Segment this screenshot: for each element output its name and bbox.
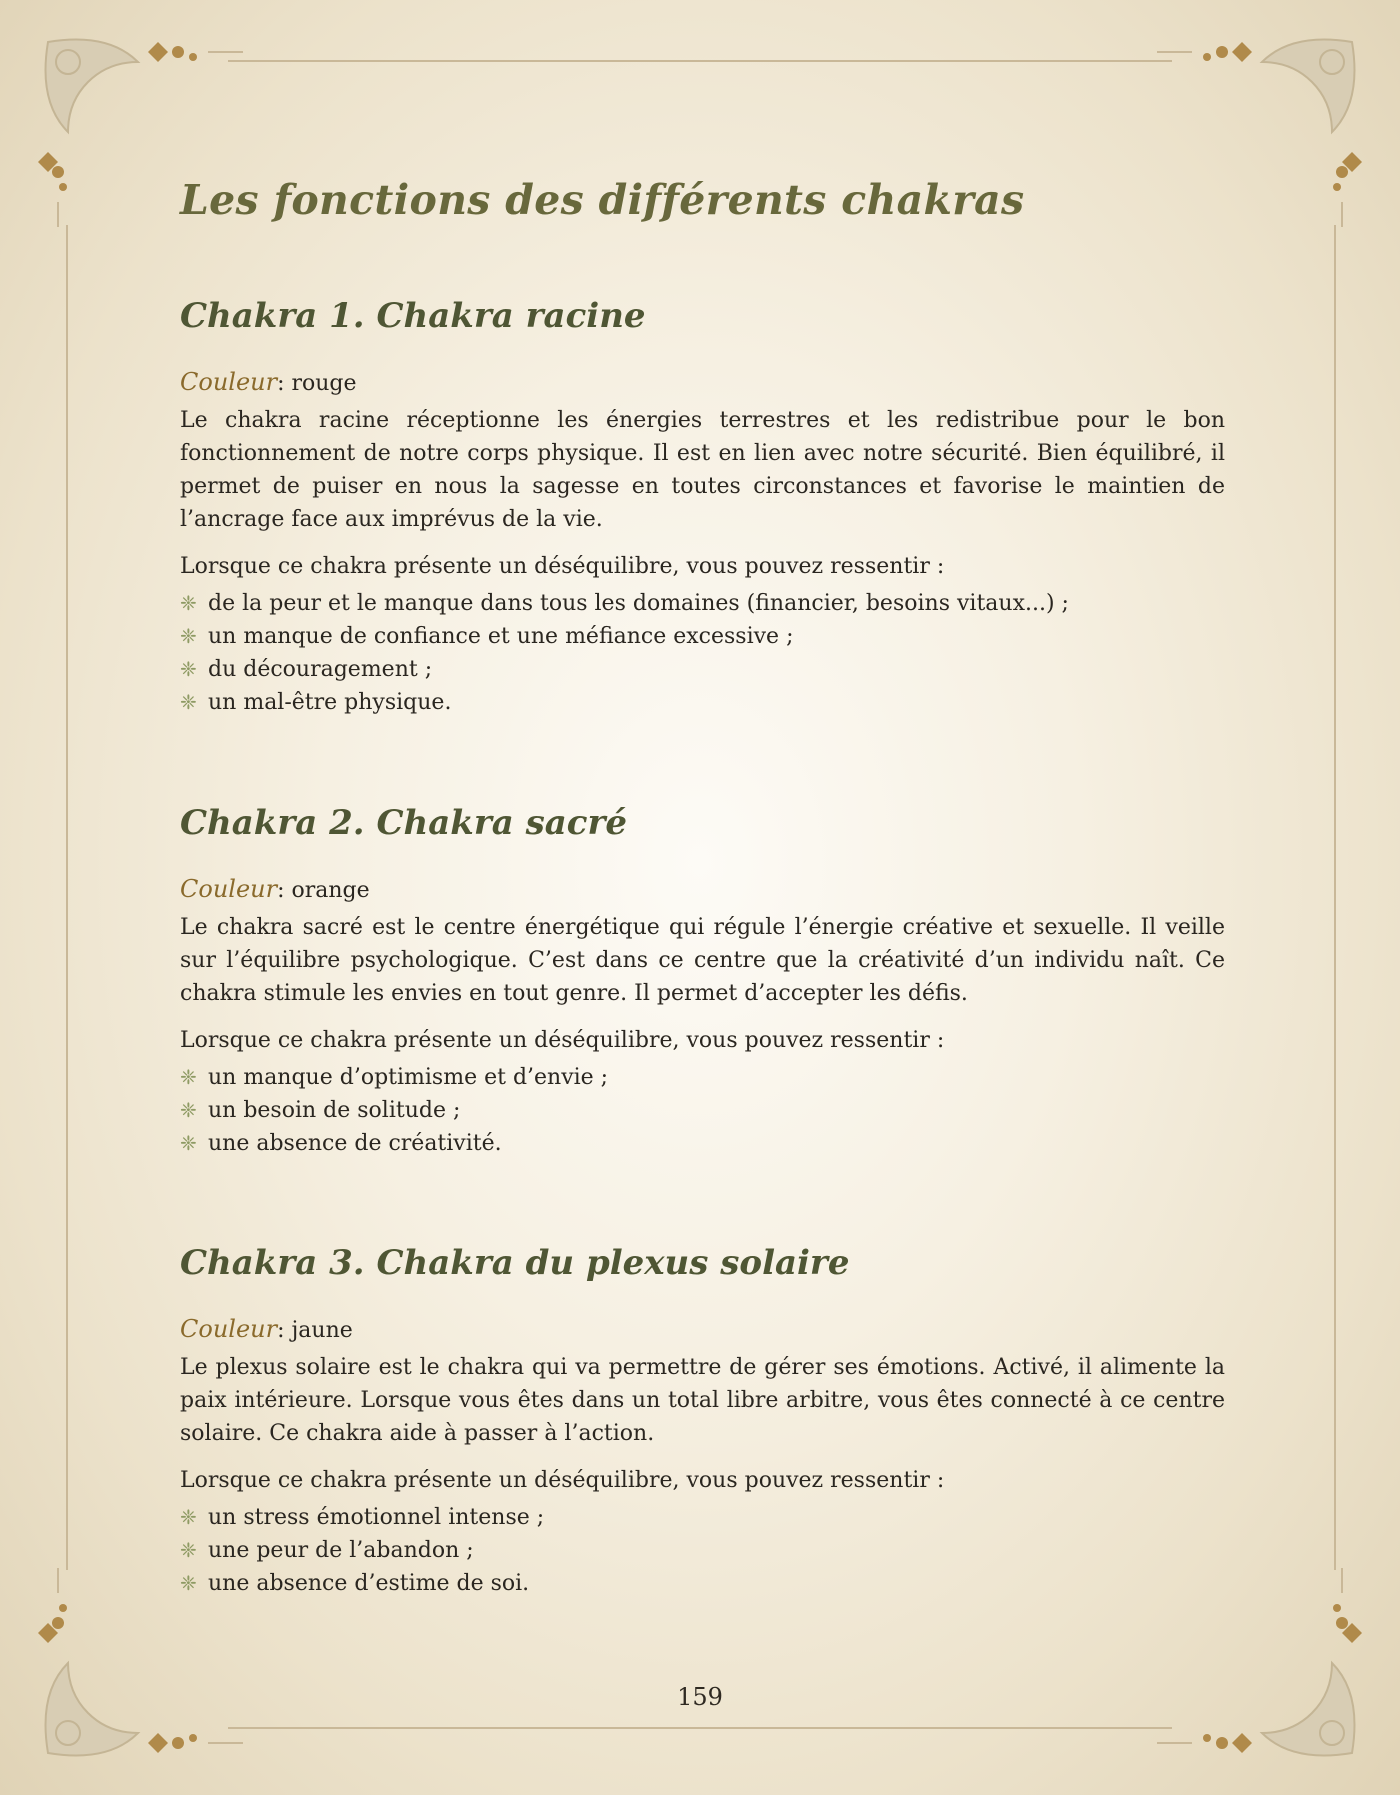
list-item	[180, 1094, 1225, 1127]
chakra-heading: Chakra 3. Chakra du plexus solaire	[180, 1243, 850, 1283]
color-label: Couleur	[180, 1315, 278, 1344]
list-item-text: du découragement ;	[208, 656, 433, 682]
quatrefoil-icon: ❈	[180, 1097, 197, 1122]
chakra-section-3	[180, 1245, 1225, 1600]
quatrefoil-icon: ❈	[180, 1504, 197, 1529]
page-number: 159	[677, 1683, 723, 1711]
color-value: : rouge	[277, 371, 357, 397]
quatrefoil-icon: ❈	[180, 1064, 197, 1089]
chakra-section-1	[180, 298, 1225, 719]
list-item	[180, 1567, 1225, 1600]
list-item-text: une peur de l’abandon ;	[208, 1537, 474, 1563]
quatrefoil-icon: ❈	[180, 623, 197, 648]
quatrefoil-icon: ❈	[180, 689, 197, 714]
frame-line-left	[66, 225, 68, 1570]
color-label: Couleur	[180, 368, 278, 397]
list-item	[180, 653, 1225, 686]
color-value: : orange	[277, 878, 370, 904]
quatrefoil-icon: ❈	[180, 656, 197, 681]
page-title: Les fonctions des différents chakras	[180, 176, 1025, 224]
list-item-text: un besoin de solitude ;	[208, 1097, 461, 1123]
list-item-text: une absence de créativité.	[208, 1130, 502, 1156]
list-item-text: une absence d’estime de soi.	[208, 1570, 530, 1596]
color-line	[180, 875, 1225, 904]
list-item	[180, 1061, 1225, 1094]
color-value: : jaune	[277, 1318, 353, 1344]
color-line	[180, 368, 1225, 397]
page-content	[180, 160, 1225, 1596]
list-item	[180, 587, 1225, 620]
list-item	[180, 1501, 1225, 1534]
quatrefoil-icon: ❈	[180, 590, 197, 615]
imbalance-intro: Lorsque ce chakra présente un déséquilibre, vous pouvez ressentir :	[180, 1467, 945, 1493]
list-item	[180, 620, 1225, 653]
quatrefoil-icon: ❈	[180, 1537, 197, 1562]
list-item	[180, 1127, 1225, 1160]
chakra-description: Le plexus solaire est le chakra qui va permettre de gérer ses émotions. Activé, il alimente la paix intérieure. Lorsque vous êtes dans un total libre arbitre, vous êtes connecté à ce centre solaire. Ce chakra aide à passer à l’action.	[180, 1354, 1225, 1446]
list-item	[180, 1534, 1225, 1567]
chakra-heading: Chakra 1. Chakra racine	[180, 296, 646, 336]
list-item-text: un stress émotionnel intense ;	[208, 1504, 545, 1530]
quatrefoil-icon: ❈	[180, 1130, 197, 1155]
list-item-text: un mal-être physique.	[208, 689, 452, 715]
symptom-list	[180, 1501, 1225, 1600]
quatrefoil-icon: ❈	[180, 1570, 197, 1595]
list-item	[180, 686, 1225, 719]
frame-line-top	[228, 60, 1172, 62]
color-line	[180, 1315, 1225, 1344]
symptom-list	[180, 587, 1225, 719]
chakra-heading: Chakra 2. Chakra sacré	[180, 803, 628, 843]
chakra-section-2	[180, 805, 1225, 1160]
chakra-description: Le chakra sacré est le centre énergétique qui régule l’énergie créative et sexuelle. Il veille sur l’équilibre psychologique. C’est dans ce centre que la créativité d’un individu naît. Ce chakra stimule les envies en tout genre. Il permet d’accepter les défis.	[180, 914, 1225, 1006]
color-label: Couleur	[180, 875, 278, 904]
frame-line-right	[1334, 225, 1336, 1570]
chakra-description: Le chakra racine réceptionne les énergies terrestres et les redistribue pour le bon fonctionnement de notre corps physique. Il est en lien avec notre sécurité. Bien équilibré, il permet de puiser en nous la sagesse en toutes circonstances et favorise le maintien de l’ancrage face aux imprévus de la vie.	[180, 407, 1225, 532]
list-item-text: un manque de confiance et une méfiance excessive ;	[208, 623, 794, 649]
imbalance-intro: Lorsque ce chakra présente un déséquilibre, vous pouvez ressentir :	[180, 1027, 945, 1053]
frame-line-bottom	[228, 1727, 1172, 1729]
imbalance-intro: Lorsque ce chakra présente un déséquilibre, vous pouvez ressentir :	[180, 553, 945, 579]
list-item-text: un manque d’optimisme et d’envie ;	[208, 1064, 609, 1090]
symptom-list	[180, 1061, 1225, 1160]
list-item-text: de la peur et le manque dans tous les domaines (financier, besoins vitaux...) ;	[208, 590, 1069, 616]
